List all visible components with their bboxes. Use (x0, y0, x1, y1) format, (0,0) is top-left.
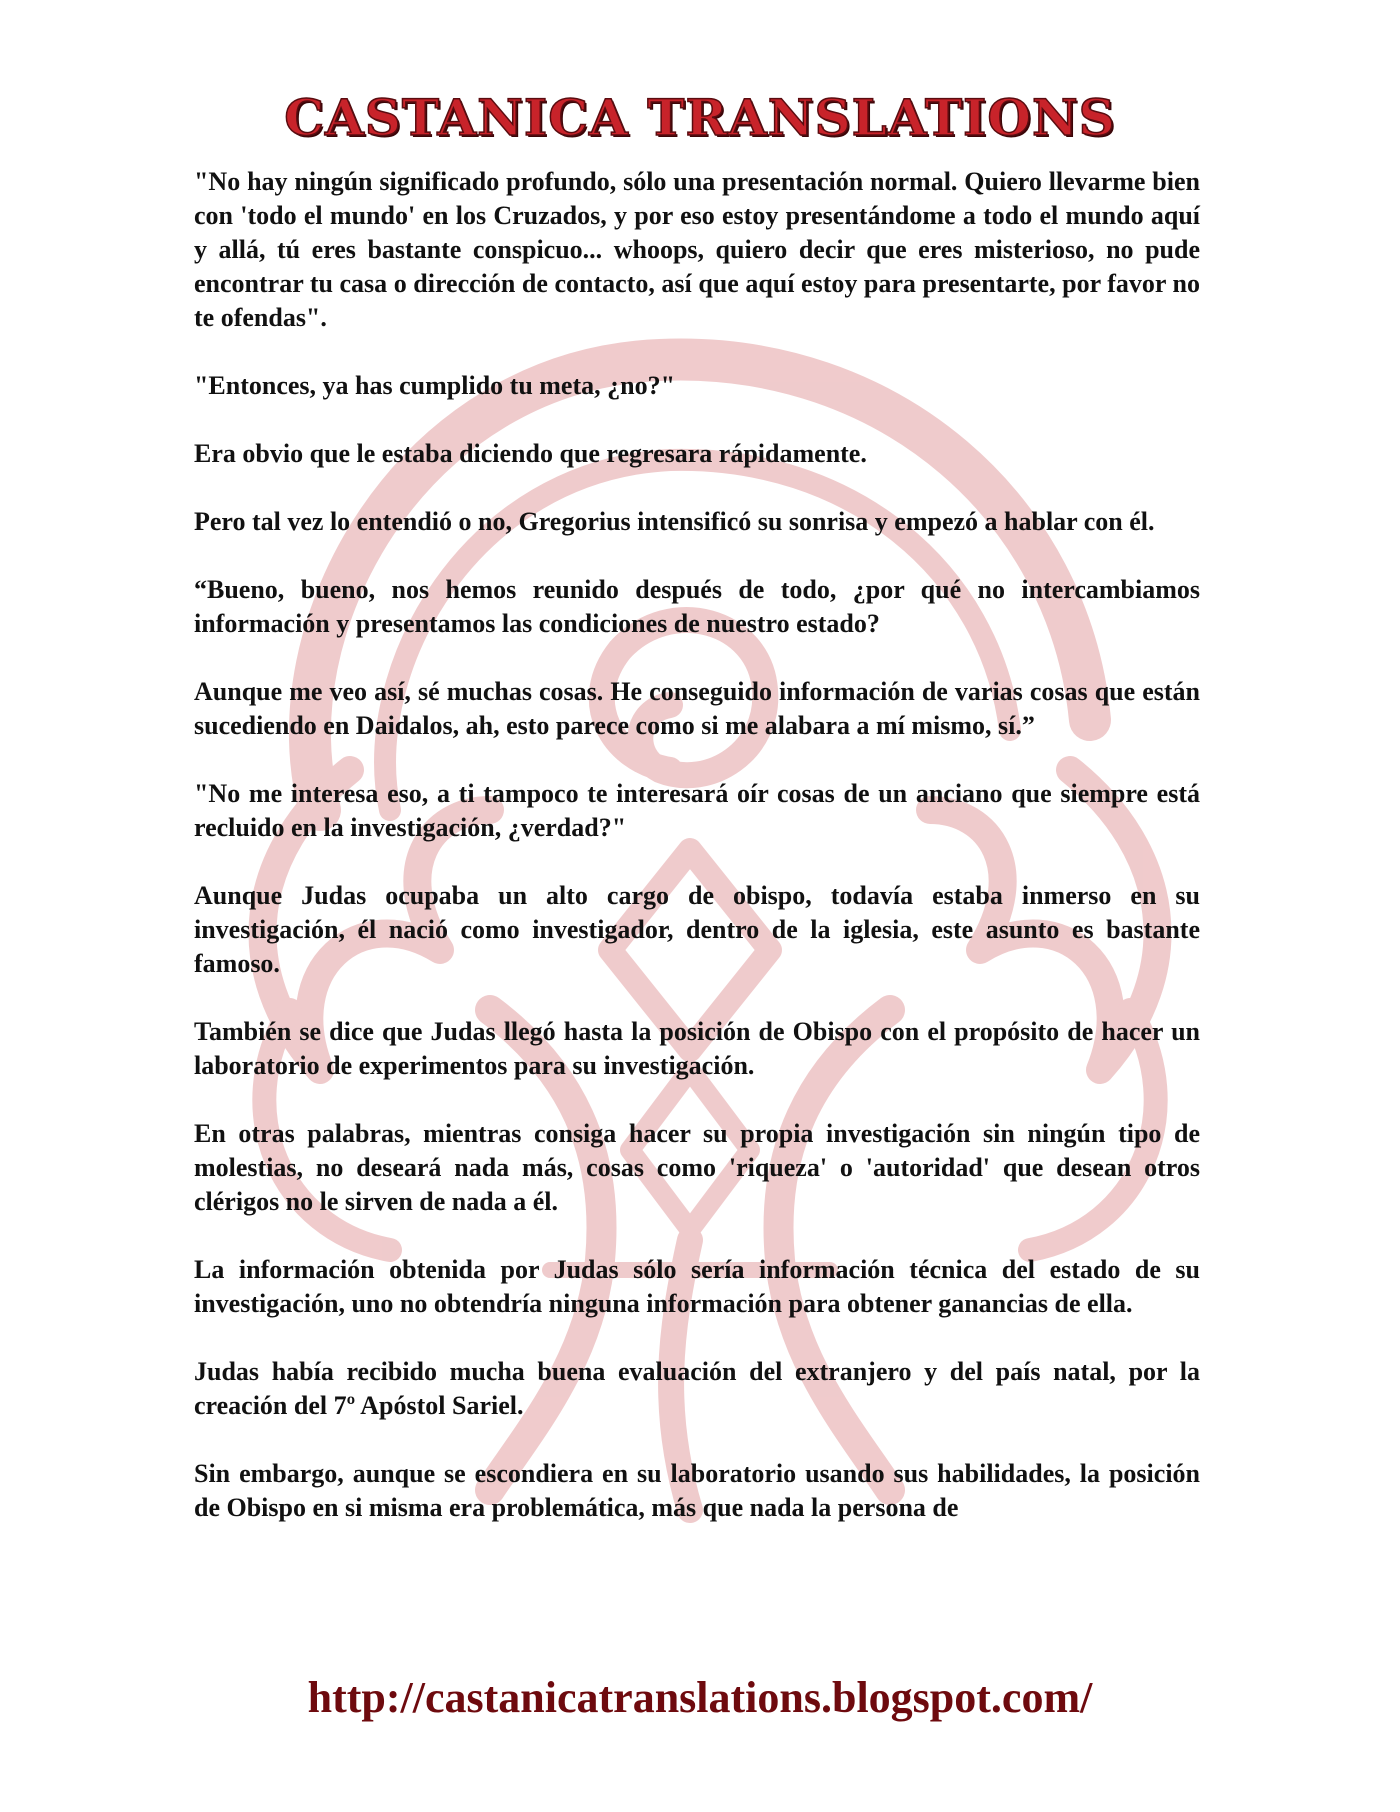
footer-url: http://castanicatranslations.blogspot.com/ (307, 1673, 1093, 1722)
paragraph: “Bueno, bueno, nos hemos reunido después de todo, ¿por qué no intercambiamos información y presentamos las condiciones de nuestro estado? (194, 575, 1200, 638)
paragraph: Aunque me veo así, sé muchas cosas. He conseguido información de varias cosas que están sucediendo en Daidalos, ah, esto parece como si me alabara a mí mismo, sí.” (194, 677, 1200, 740)
paragraph: "No hay ningún significado profundo, sólo una presentación normal. Quiero llevarme bien con 'todo el mundo' en los Cruzados, y por eso estoy presentándome a todo el mundo aquí y allá, tú eres bastante conspicuo... whoops, quiero decir que eres misterioso, no pude encontrar tu casa o dirección de contacto, así que aquí estoy para presentarte, por favor no te ofendas". (194, 167, 1200, 332)
body-text (194, 165, 1200, 1559)
paragraph: Judas había recibido mucha buena evaluación del extranjero y del país natal, por la creación del 7º Apóstol Sariel. (194, 1357, 1200, 1420)
paragraph: "No me interesa eso, a ti tampoco te interesará oír cosas de un anciano que siempre está recluido en la investigación, ¿verdad?" (194, 779, 1200, 842)
paragraph: Aunque Judas ocupaba un alto cargo de obispo, todavía estaba inmerso en su investigación, él nació como investigador, dentro de la iglesia, este asunto es bastante famoso. (194, 881, 1200, 978)
paragraph: Era obvio que le estaba diciendo que regresara rápidamente. (194, 439, 867, 468)
paragraph: En otras palabras, mientras consiga hacer su propia investigación sin ningún tipo de molestias, no deseará nada más, cosas como 'riqueza' o 'autoridad' que desean otros clérigos no le sirven de nada a él. (194, 1119, 1200, 1216)
paragraph: Pero tal vez lo entendió o no, Gregorius intensificó su sonrisa y empezó a hablar con él. (194, 507, 1155, 536)
paragraph: Sin embargo, aunque se escondiera en su laboratorio usando sus habilidades, la posición de Obispo en si misma era problemática, más que nada la persona de (194, 1459, 1200, 1522)
paragraph: La información obtenida por Judas sólo sería información técnica del estado de su investigación, uno no obtendría ninguna información para obtener ganancias de ella. (194, 1255, 1200, 1318)
paragraph: "Entonces, ya has cumplido tu meta, ¿no?" (194, 371, 676, 400)
page-title: CASTANICA TRANSLATIONS (284, 88, 1116, 147)
paragraph: También se dice que Judas llegó hasta la posición de Obispo con el propósito de hacer un laboratorio de experimentos para su investigación. (194, 1017, 1200, 1080)
